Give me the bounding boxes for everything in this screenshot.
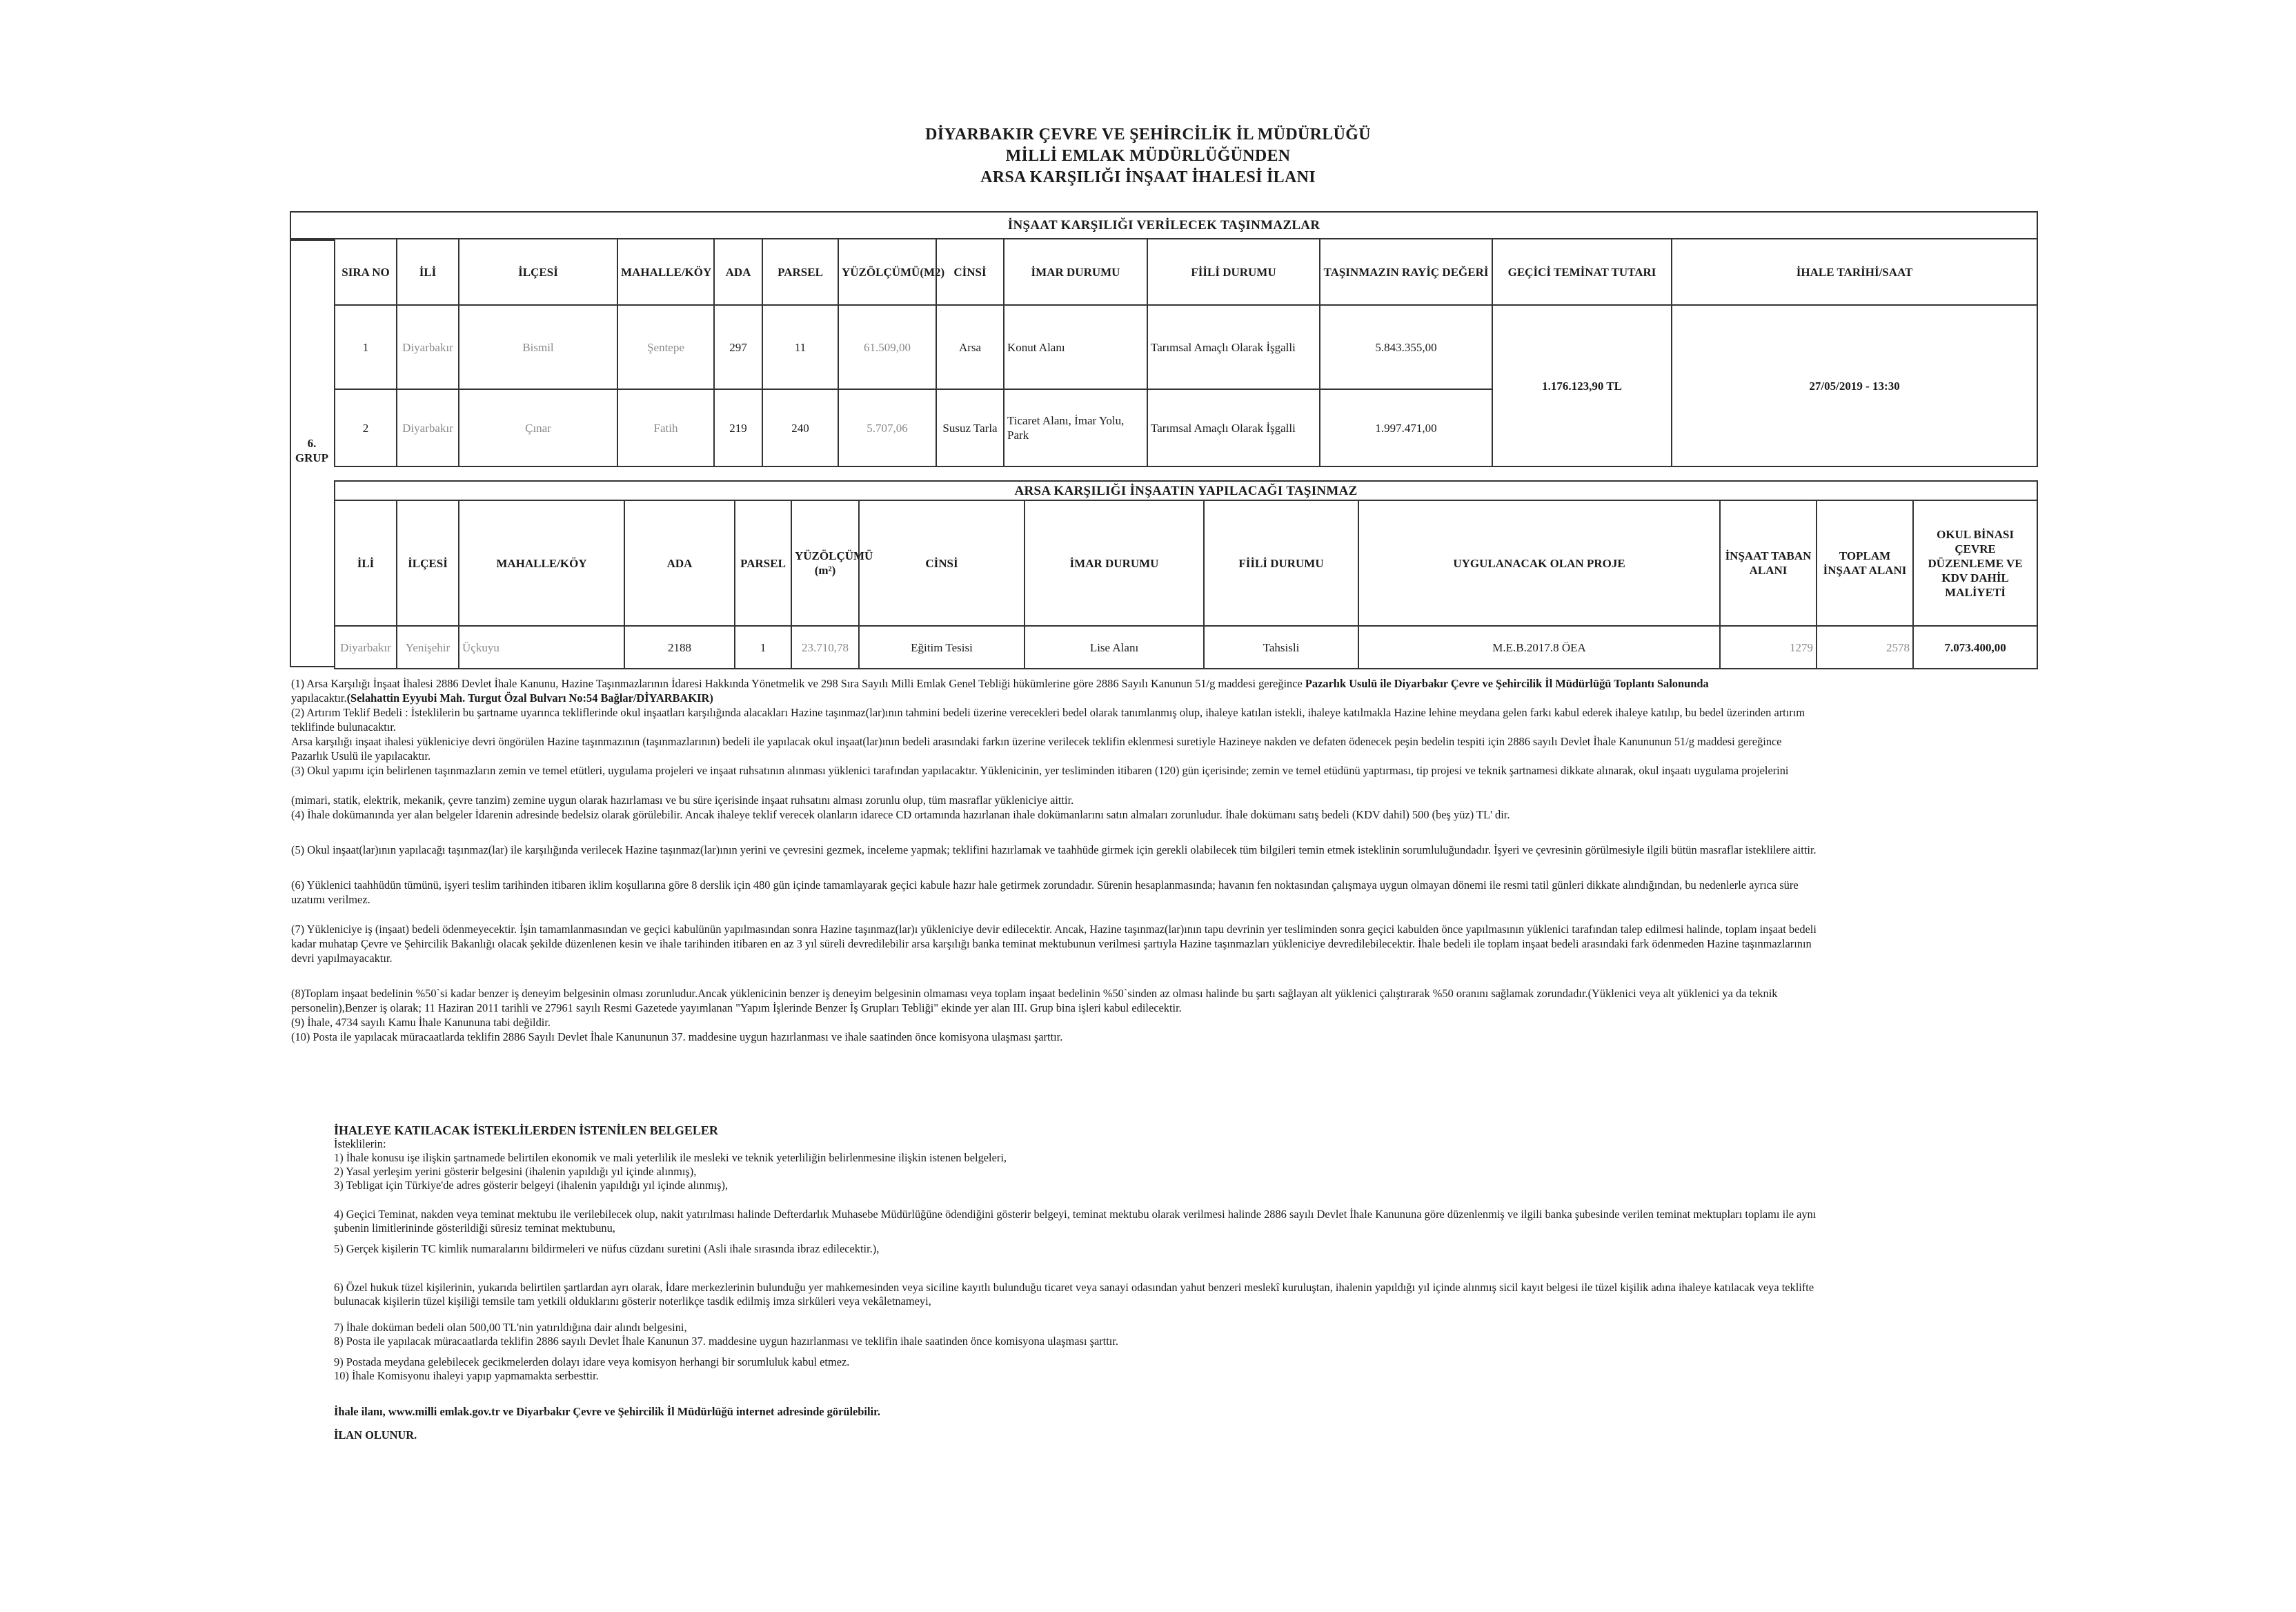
doc-item-9: 9) Postada meydana gelebilecek gecikmelerden dolayı idare veya komisyon herhangi bir sorumluluk kabul etmez.: [334, 1355, 850, 1368]
note-7-cont: kadar muhatap Çevre ve Şehircilik Bakanlığı olacak şekilde düzenlenen kesin ve ihale tarihinden itibaren en az 3 yıl süreli devredilebilir arsa karşılığı banka teminat mektubunun verilmesi şartıyla Hazine taşınmazları yükleniciye devredilebilecektir. İhale bedeli ile toplam inşaat bedeli arasındaki fark ödenmeden Hazine taşınmazlarının: [291, 937, 1812, 950]
cell-fiili: Tarımsal Amaçlı Olarak İşgalli: [1147, 305, 1320, 389]
note-3-cont: (mimari, statik, elektrik, mekanik, çevre tanzim) zemine uygun olarak hazırlaması ve bu süre içerisinde inşaat ruhsatını alması zorunlu olup, tüm masraflar yükleniciye aittir.: [291, 794, 1074, 807]
cell-il: Diyarbakır: [335, 626, 397, 669]
note-7: (7) Yükleniciye iş (inşaat) bedeli ödenmeyecektir. İşin tamamlanmasından ve geçici kabulünün yapılmasından sonra Hazine taşınmaz(lar)ı yükleniciye devir edilecektir. Ancak, Hazine taşınmaz(lar)ının tapu devrinin yer tesliminden sonra geçici kabulden önce yapılmasının yüklenici tarafından talep edilmesi halinde, toplam inşaat bedeli: [291, 923, 1817, 936]
note-8-cont: personelin),Benzer iş olarak; 11 Haziran 2011 tarihli ve 27961 sayılı Resmi Gazetede yayımlanan "Yapım İşlerinde Benzer İş Grupları Tebliği" ekinde yer alan III. Grup bina işleri kabul edilecektir.: [291, 1001, 1182, 1014]
cell-sira: 2: [335, 389, 397, 466]
col-header-mahalle: MAHALLE/KÖY: [617, 239, 714, 305]
cell-mahalle: Üçkuyu: [459, 626, 624, 669]
col-header-cins: CİNSİ: [936, 239, 1004, 305]
title-line-3: ARSA KARŞILIĞI İNŞAAT İHALESİ İLANI: [980, 168, 1316, 186]
cell-fiili: Tahsisli: [1204, 626, 1358, 669]
documents-heading: İHALEYE KATILACAK İSTEKLİLERDEN İSTENİLEN BELGELER: [334, 1123, 718, 1137]
doc-item-3: 3) Tebligat için Türkiye'de adres gösterir belgeyi (ihalenin yapıldığı yıl içinde alınmış),: [334, 1179, 729, 1192]
cell-ada: 2188: [624, 626, 735, 669]
col-header-proje: UYGULANACAK OLAN PROJE: [1358, 500, 1720, 626]
col-header-imar: İMAR DURUMU: [1004, 239, 1147, 305]
col-header-toplam: TOPLAM İNŞAAT ALANI: [1817, 500, 1913, 626]
note-1-cont: yapılacaktır.(Selahattin Eyyubi Mah. Turgut Özal Bulvarı No:54 Bağlar/DİYARBAKIR): [291, 691, 713, 705]
cell-maliyet: 7.073.400,00: [1913, 626, 2037, 669]
note-2-extra-cont: Pazarlık Usulü ile yapılacaktır.: [291, 749, 431, 763]
cell-mahalle: Fatih: [617, 389, 714, 466]
note-2-extra: Arsa karşılığı inşaat ihalesi yükleniciye devri öngörülen Hazine taşınmazının (taşınmazlarının) bedeli ile yapılacak okul inşaat(lar)ının bedeli arasındaki farkın üzerine verilecek teklifin eklenmesi suretiyle Hazineye nakden ve defaten ödenecek peşin bedelin tespiti için 2886 sayılı Devlet İhale Kanununun 51/g maddesi gereğince: [291, 735, 1782, 748]
cell-deger: 5.843.355,00: [1320, 305, 1492, 389]
col-header-ada: ADA: [624, 500, 735, 626]
doc-item-6: 6) Özel hukuk tüzel kişilerinin, yukarıda belirtilen şartlardan ayrı olarak, İdare merkezlerinin bulunduğu yer mahkemesinden veya siciline kayıtlı bulunduğu ticaret veya sanayi odasından yahut benzeri meslekî kuruluştan, ihalenin yapıldığı yıl içinde alınmış sicil kayıt belgesi ile tüzel kişilik adına ihaleye katılacak veya teklifte: [334, 1281, 1814, 1294]
cell-cins: Arsa: [936, 305, 1004, 389]
col-header-ihale-tarihi: İHALE TARİHİ/SAAT: [1672, 239, 2037, 305]
col-header-parsel: PARSEL: [735, 500, 791, 626]
col-header-parsel: PARSEL: [762, 239, 838, 305]
required-documents: [334, 1123, 2038, 1442]
cell-proje: M.E.B.2017.8 ÖEA: [1358, 626, 1720, 669]
cell-yuzolcum: 61.509,00: [838, 305, 936, 389]
col-header-maliyet: OKUL BİNASI ÇEVRE DÜZENLEME VE KDV DAHİL MALİYETİ: [1913, 500, 2037, 626]
cell-parsel: 11: [762, 305, 838, 389]
cell-parsel: 1: [735, 626, 791, 669]
table-row: [335, 626, 2037, 669]
note-4: (4) İhale dokümanında yer alan belgeler İdarenin adresinde bedelsiz olarak görülebilir. Ancak ihaleye teklif verecek olanların idarece CD ortamında hazırlanan ihale dokümanlarını satın almaları zorunludur. İhale dokümanı satış bedeli (KDV dahil) 500 (beş yüz) TL' dir.: [291, 808, 1510, 821]
doc-item-10: 10) İhale Komisyonu ihaleyi yapıp yapmamakta serbesttir.: [334, 1369, 599, 1382]
col-header-cins: CİNSİ: [859, 500, 1025, 626]
cell-mahalle: Şentepe: [617, 305, 714, 389]
title-line-1: DİYARBAKIR ÇEVRE VE ŞEHİRCİLİK İL MÜDÜRLÜĞÜ: [925, 126, 1371, 144]
doc-item-2: 2) Yasal yerleşim yerini gösterir belgesini (ihalenin yapıldığı yıl içinde alınmış),: [334, 1165, 697, 1178]
documents-intro: İsteklilerin:: [334, 1137, 386, 1150]
col-header-taban: İNŞAAT TABAN ALANI: [1720, 500, 1817, 626]
col-header-fiili: FİİLİ DURUMU: [1204, 500, 1358, 626]
col-header-il: İLİ: [335, 500, 397, 626]
footer-ilan-olunur: İLAN OLUNUR.: [334, 1428, 417, 1442]
announcement-title: [0, 124, 2296, 188]
group-spacer: [290, 239, 335, 305]
cell-sira: 1: [335, 305, 397, 389]
cell-ihale-tarihi: 27/05/2019 - 13:30: [1672, 305, 2037, 466]
note-2-cont: teklifinde bulunacaktır.: [291, 720, 397, 734]
note-1: (1) Arsa Karşılığı İnşaat İhalesi 2886 Devlet İhale Kanunu, Hazine Taşınmazlarının İdaresi Hakkında Yönetmelik ve 298 Sıra Sayılı Milli Emlak Genel Tebliği hükümlerine göre 2886 Sayılı Kanunun 51/g maddesi gereğince Pazarlık Usulü ile Diyarbakır Çevre ve Şehircilik İl Müdürlüğü Toplantı Salonunda: [291, 677, 1709, 690]
doc-item-8: 8) Posta ile yapılacak müracaatlarda teklifin 2886 sayılı Devlet İhale Kanunun 37. maddesine uygun hazırlanması ve teklifin ihale saatinden önce komisyona ulaşması şarttır.: [334, 1335, 1118, 1348]
note-8: (8)Toplam inşaat bedelinin %50`si kadar benzer iş deneyim belgesinin olması zorunludur.Ancak yüklenicinin benzer iş deneyim belgesinin olmaması veya toplam inşaat bedelinin %50`sinden az olması halinde bu şartı sağlayan alt yüklenici çalıştırarak %50 oranını sağlamak zorundadır.(Yüklenici veya alt yüklenici ya da teknik: [291, 987, 1778, 1000]
table-row: [290, 305, 2037, 389]
col-header-il: İLİ: [397, 239, 459, 305]
doc-item-1: 1) İhale konusu işe ilişkin şartnamede belirtilen ekonomik ve mali yeterlilik ile mesleki ve teknik yeterliliğin belirlenmesine ilişkin istenen belgeleri,: [334, 1151, 1007, 1164]
doc-item-4-cont: şubenin limitlerininde gösterildiği süresiz teminat mektubunu,: [334, 1221, 615, 1235]
col-header-imar: İMAR DURUMU: [1025, 500, 1204, 626]
title-line-2: MİLLİ EMLAK MÜDÜRLÜĞÜNDEN: [1005, 147, 1291, 165]
col-header-mahalle: MAHALLE/KÖY: [459, 500, 624, 626]
note-3: (3) Okul yapımı için belirlenen taşınmazların zemin ve temel etütleri, uygulama projeleri ve inşaat ruhsatının alınması yüklenici tarafından yapılacaktır. Yüklenicinin, yer tesliminden itibaren (120) gün içerisinde; zemin ve temel etüdünü yaptırması, tip projesi ve teknik şartnamesi dikkate alınarak, okul inşaatı uygulama projelerini: [291, 764, 1789, 777]
conditions-notes: [291, 676, 2040, 1044]
note-7-end: devri yapılmayacaktır.: [291, 952, 393, 965]
cell-fiili: Tarımsal Amaçlı Olarak İşgalli: [1147, 389, 1320, 466]
doc-item-4: 4) Geçici Teminat, nakden veya teminat mektubu ile verilebilecek olup, nakit yatırılması halinde Defterdarlık Muhasebe Müdürlüğüne ödendiğini gösterir belgeyi, teminat mektubu olarak verilmesi halinde 2886 sayılı Devlet İhale Kanununa göre düzenlenmiş ve ilgili banka şubesinde verilen teminat mektupları toplamı ile aynı: [334, 1208, 1817, 1221]
col-header-yuzolcum: YÜZÖLÇÜMÜ(M2): [838, 239, 936, 305]
cell-parsel: 240: [762, 389, 838, 466]
cell-teminat: 1.176.123,90 TL: [1492, 305, 1672, 466]
cell-taban: 1279: [1720, 626, 1817, 669]
cell-ada: 297: [714, 305, 762, 389]
cell-ilce: Çınar: [459, 389, 617, 466]
cell-imar: Konut Alanı: [1004, 305, 1147, 389]
table2-caption: ARSA KARŞILIĞI İNŞAATIN YAPILACAĞI TAŞINMAZ: [335, 481, 2037, 500]
cell-imar: Lise Alanı: [1025, 626, 1204, 669]
note-6: (6) Yüklenici taahhüdün tümünü, işyeri teslim tarihinden itibaren iklim koşullarına göre 8 derslik için 480 gün içinde tamamlayarak geçici kabule hazır hale getirmek zorundadır. Sürenin hesaplanmasında; havanın fen noktasından çalışmaya uygun olmayan dönemi ile resmi tatil günleri dikkate alındığından, bu nedenlerle ayrıca süre: [291, 878, 1799, 892]
note-5: (5) Okul inşaat(lar)ının yapılacağı taşınmaz(lar) ile karşılığında verilecek Hazine taşınmaz(lar)ının yerini ve çevresini gezmek, inceleme yapmak; teklifini hazırlamak ve taahhüde girmek için gerekli olabilecek tüm bilgileri temin etmek isteklinin sorumluluğundadır. İşyeri ve çevresinin görülmesiyle ilgili bütün masraflar isteklilere aittir.: [291, 843, 1817, 856]
cell-ilce: Bismil: [459, 305, 617, 389]
col-header-teminat: GEÇİCİ TEMİNAT TUTARI: [1492, 239, 1672, 305]
table1-caption: İNŞAAT KARŞILIĞI VERİLECEK TAŞINMAZLAR: [290, 212, 2037, 239]
group-label: 6. GRUP: [295, 437, 329, 464]
properties-given-table: [290, 211, 2038, 467]
col-header-fiili: FİİLİ DURUMU: [1147, 239, 1320, 305]
note-9: (9) İhale, 4734 sayılı Kamu İhale Kanununa tabi değildir.: [291, 1016, 551, 1029]
col-header-yuzolcum: YÜZÖLÇÜMÜ (m²): [791, 500, 859, 626]
doc-item-5: 5) Gerçek kişilerin TC kimlik numaralarını bildirmeleri ve nüfus cüzdanı suretini (Asli ihale sırasında ibraz edilecektir.),: [334, 1242, 880, 1255]
cell-deger: 1.997.471,00: [1320, 389, 1492, 466]
note-10: (10) Posta ile yapılacak müracaatlarda teklifin 2886 Sayılı Devlet İhale Kanununun 37. maddesine uygun hazırlanması ve ihale saatinden önce komisyona ulaşması şarttır.: [291, 1030, 1063, 1043]
cell-imar: Ticaret Alanı, İmar Yolu, Park: [1004, 389, 1147, 466]
cell-yuzolcum: 5.707,06: [838, 389, 936, 466]
cell-il: Diyarbakır: [397, 305, 459, 389]
footer-website-note: İhale ilanı, www.milli emlak.gov.tr ve Diyarbakır Çevre ve Şehircilik İl Müdürlüğü internet adresinde görülebilir.: [334, 1405, 880, 1418]
note-2: (2) Artırım Teklif Bedeli : İsteklilerin bu şartname uyarınca tekliflerinde okul inşaatları karşılığında alacakları Hazine taşınmaz(lar)ının tahmini bedeli üzerine verecekleri bedel olarak tanımlanmış olup, ihaleye katılan istekli, ihaleye katılmakla Hazine lehine meydana gelen farkı kabul ederek ihaleye katılıp, bu bedel üzerinden artırım: [291, 706, 1805, 719]
construction-site-table: [334, 480, 2038, 669]
cell-cins: Susuz Tarla: [936, 389, 1004, 466]
col-header-ada: ADA: [714, 239, 762, 305]
cell-toplam: 2578: [1817, 626, 1913, 669]
cell-yuzolcum: 23.710,78: [791, 626, 859, 669]
col-header-sira-no: SIRA NO: [335, 239, 397, 305]
cell-il: Diyarbakır: [397, 389, 459, 466]
cell-ada: 219: [714, 389, 762, 466]
note-6-cont: uzatımı verilmez.: [291, 893, 370, 906]
col-header-deger: TAŞINMAZIN RAYİÇ DEĞERİ: [1320, 239, 1492, 305]
cell-ilce: Yenişehir: [397, 626, 459, 669]
doc-item-6-cont: bulunacak kişilerin tüzel kişiliği temsile tam yetkili olduklarını gösterir noterlikçe tasdik edilmiş imza sirküleri veya vekâletnameyi,: [334, 1295, 931, 1308]
cell-cins: Eğitim Tesisi: [859, 626, 1025, 669]
doc-item-7: 7) İhale doküman bedeli olan 500,00 TL'nin yatırıldığına dair alındı belgesini,: [334, 1321, 687, 1334]
col-header-ilce: İLÇESİ: [397, 500, 459, 626]
col-header-ilce: İLÇESİ: [459, 239, 617, 305]
